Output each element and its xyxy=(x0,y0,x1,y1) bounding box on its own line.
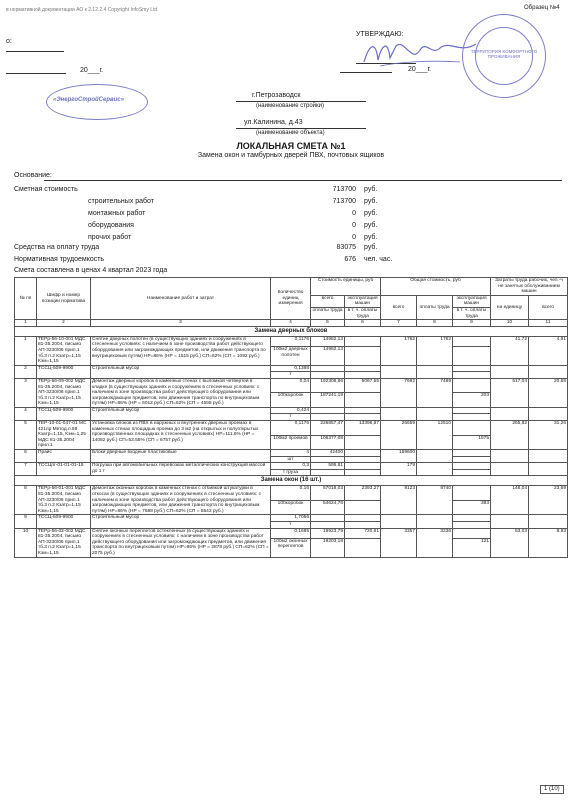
row-total-cost xyxy=(381,365,417,378)
row-total-wages: 12510 xyxy=(417,421,453,450)
row-qty: 0,1176 xyxy=(271,421,311,435)
row-number: 6 xyxy=(15,450,37,463)
row-code: ТЕРр-56-10-001 МДС 81-35.2004, письмо АП-3230/06 прил.1 тб.3 п.2 Кзатр=1,15 Кэм=1,15 xyxy=(37,336,91,365)
column-number-cell: 7 xyxy=(381,320,417,327)
column-number-cell: 6 xyxy=(345,320,381,327)
row-unit-cost: 595,81 xyxy=(311,463,345,470)
row-name: Строительный мусор xyxy=(91,365,271,378)
row-total-cost xyxy=(381,515,417,528)
header-unit-all: всего xyxy=(311,295,345,307)
row-qty: 0,04 xyxy=(271,378,311,392)
row-total-machines xyxy=(453,463,491,470)
row-unit: т xyxy=(271,414,311,421)
header-total-wages: оплаты труда xyxy=(417,295,453,319)
date-line-left xyxy=(6,73,66,74)
row-name: Блоки дверные входные пластиковые xyxy=(91,450,271,463)
row-unit-incl-wages xyxy=(345,500,381,514)
row-labor-per-unit: 148,04 xyxy=(491,486,529,515)
summary-unit-wages: руб. xyxy=(364,244,378,251)
row-unit-incl-wages xyxy=(345,456,381,463)
row-unit-wages: 54624,76 xyxy=(311,500,345,514)
header-unit-incl-wages: в т. ч. оплаты труда xyxy=(345,307,381,319)
row-unit-wages xyxy=(311,372,345,379)
row-unit-incl-wages xyxy=(345,393,381,407)
row-labor-total xyxy=(529,365,568,378)
row-total-wages: 1762 xyxy=(417,336,453,365)
row-labor-total xyxy=(529,450,568,463)
row-unit-incl-wages xyxy=(345,538,381,557)
row-labor-total: 31,26 xyxy=(529,421,568,450)
column-number-cell: 5 xyxy=(311,320,345,327)
row-number: 3 xyxy=(15,378,37,407)
row-qty: 4 xyxy=(271,450,311,457)
row-name: Демонтаж оконных коробок в каменных стенах с отбивкой штукатурки в откосах (в существующих зданиях и сооружениях в стесненных условиях: с наличием в зоне производства работ действующего оборудования или загромождающих предметов, или движения транспорта по внутрицеховым путям) НР=86% (НР = 7688 руб.) СП=62% (СП = 5543 руб.) xyxy=(91,486,271,515)
summary-label-labor: Нормативная трудоемкость xyxy=(14,256,105,263)
row-unit-incl-wages xyxy=(345,414,381,421)
row-name: Погрузка при автомобильных перевозках металлических конструкций массой до 1 т xyxy=(91,463,271,476)
header-unit-wages: оплаты труда xyxy=(311,307,345,319)
row-labor-total: 23,69 xyxy=(529,486,568,515)
summary-unit-estimated: руб. xyxy=(364,186,378,193)
column-number-cell: 1 xyxy=(15,320,37,327)
row-unit-incl-wages xyxy=(345,521,381,528)
row-labor-per-unit xyxy=(491,450,529,463)
row-number: 4 xyxy=(15,407,37,420)
row-unit-machines xyxy=(345,365,381,372)
table-header-row-1 xyxy=(15,278,568,296)
header-total-machines: эксплуатация машин xyxy=(453,295,491,307)
company-stamp-right xyxy=(462,14,546,98)
row-labor-total: 4,91 xyxy=(529,336,568,365)
row-total-incl-wages: 383 xyxy=(453,500,491,514)
signature-line-left xyxy=(6,51,64,52)
row-total-incl-wages xyxy=(453,456,491,463)
date-right: 20___г. xyxy=(408,66,432,73)
column-number-cell: 9 xyxy=(453,320,491,327)
row-number: 1 xyxy=(15,336,37,365)
estimate-subtitle: Замена окон и тамбурных дверей ПВХ, почтовых ящиков xyxy=(197,152,385,159)
row-labor-per-unit xyxy=(491,407,529,420)
summary-unit-construction: руб. xyxy=(364,198,378,205)
row-code: ТЕРр-56-02-002 МДС 81-35.2004, письмо АП-3230/06 прил.1 тб.3 п.2 Кзатр=1,15 Кэм=1,15 xyxy=(37,528,91,557)
row-qty: 0,16 xyxy=(271,486,311,500)
row-code: ТЕРр-56-09-002 МДС 81-35.2004, письмо АП-3230/06 прил.1 тб.3 п.2 Кзатр=1,15 Кэм=1,15 xyxy=(37,378,91,407)
row-number: 2 xyxy=(15,365,37,378)
row-unit-wages: 19203,18 xyxy=(311,538,345,557)
row-unit-cost xyxy=(311,365,345,372)
agreed-colon: о: xyxy=(6,38,12,45)
row-unit-machines xyxy=(345,336,381,346)
row-total-incl-wages xyxy=(453,372,491,379)
row-labor-per-unit: 41,72 xyxy=(491,336,529,365)
table-row xyxy=(15,515,568,522)
row-unit: 100м2 оконных переплетов xyxy=(271,538,311,557)
row-labor-total xyxy=(529,515,568,528)
section-title: Замена окон (16 шт.) xyxy=(15,476,568,486)
estimate-title: ЛОКАЛЬНАЯ СМЕТА №1 xyxy=(236,141,346,151)
row-code: ТССЦ-509-9900 xyxy=(37,515,91,528)
row-total-machines xyxy=(453,486,491,500)
row-unit-incl-wages xyxy=(345,469,381,476)
section-title: Замена дверных блоков xyxy=(15,326,568,336)
row-qty: 1,7056 xyxy=(271,515,311,522)
row-total-cost: 179 xyxy=(381,463,417,476)
row-number: 7 xyxy=(15,463,37,476)
row-labor-total: 20,68 xyxy=(529,378,568,407)
row-unit-wages xyxy=(311,456,345,463)
row-labor-total xyxy=(529,463,568,476)
summary-value-construction: 713700 xyxy=(332,198,356,205)
summary-label-equipment: оборудования xyxy=(88,222,134,229)
column-number-cell: 3 xyxy=(91,320,271,327)
header-unit-cost: Стоимость единицы, руб xyxy=(311,278,381,296)
row-unit-wages: 106377,08 xyxy=(311,435,345,449)
row-unit-cost: 42400 xyxy=(311,450,345,457)
row-unit-wages: 14982,13 xyxy=(311,346,345,365)
row-unit-cost: 19923,79 xyxy=(311,528,345,538)
row-unit: 100м2 дверных полотен xyxy=(271,346,311,365)
row-total-machines xyxy=(453,336,491,346)
column-number-cell: 10 xyxy=(491,320,529,327)
row-unit-machines xyxy=(345,515,381,522)
city-name: г.Петрозаводск xyxy=(252,92,301,99)
row-unit-cost: 192308,86 xyxy=(311,378,345,392)
row-unit: шт xyxy=(271,456,311,463)
row-unit-machines: 720,61 xyxy=(345,528,381,538)
row-total-wages xyxy=(417,450,453,463)
row-total-cost: 1762 xyxy=(381,336,417,365)
row-qty: 0,1176 xyxy=(271,336,311,346)
header-name: Наименование работ и затрат xyxy=(91,278,271,320)
summary-value-wages: 83075 xyxy=(336,244,356,251)
row-name: Демонтаж дверных коробок в каменных стенах с выломкой четвертей в кладке (в существующих зданиях и сооружениях в стесненных условиях: с наличием в зоне производства работ действующего оборудования или загромождающих предметов, или движения транспорта по внутрицеховым путям) НР=86% (НР = 6012 руб.) СП=62% (СП = 4595 руб.) xyxy=(91,378,271,407)
table-row xyxy=(15,450,568,457)
row-code: ТССЦпг-01-01-01-15 xyxy=(37,463,91,476)
header-code: Шифр и номер позиции норматива xyxy=(37,278,91,320)
table-row xyxy=(15,463,568,470)
header-labor: Затраты труда рабочих, чел.-ч не занятых обслуживанием машин xyxy=(491,278,568,296)
row-unit-cost: 226857,47 xyxy=(311,421,345,435)
row-number: 5 xyxy=(15,421,37,450)
row-unit-machines: 13396,87 xyxy=(345,421,381,435)
estimate-table xyxy=(14,277,568,558)
summary-unit-other: руб. xyxy=(364,234,378,241)
row-unit: т xyxy=(271,521,311,528)
row-total-wages: 3236 xyxy=(417,528,453,557)
row-total-machines xyxy=(453,407,491,414)
row-total-machines xyxy=(453,515,491,522)
row-total-machines xyxy=(453,365,491,372)
row-total-cost: 9123 xyxy=(381,486,417,515)
row-unit-machines: 5067,55 xyxy=(345,378,381,392)
row-number: 10 xyxy=(15,528,37,557)
header-num: № пп xyxy=(15,278,37,320)
row-labor-total xyxy=(529,407,568,420)
date-line-right xyxy=(340,72,392,73)
row-total-cost: 3357 xyxy=(381,528,417,557)
row-name: Строительный мусор xyxy=(91,407,271,420)
column-number-cell: 11 xyxy=(529,320,568,327)
row-unit-incl-wages xyxy=(345,372,381,379)
header-labor-total: всего xyxy=(529,295,568,319)
header-total-cost: Общая стоимость, руб xyxy=(381,278,491,296)
summary-label-wages: Средства на оплату труда xyxy=(14,244,100,251)
row-total-machines xyxy=(453,378,491,392)
row-total-incl-wages xyxy=(453,521,491,528)
row-qty: 0,1388 xyxy=(271,365,311,372)
row-number: 9 xyxy=(15,515,37,528)
row-name: Снятие оконных переплетов остекленных (в существующих зданиях и сооружениях в стесненных условиях: с наличием в зоне производства работ действующего оборудования или загромождающих предметов, или движения транспорта по внутрицеховым путям) НР=86% (НР = 2878 руб.) СП=62% (СП = 2075 руб.) xyxy=(92,528,269,556)
row-unit-incl-wages xyxy=(345,346,381,365)
row-total-wages: 7489 xyxy=(417,378,453,407)
column-number-cell: 2 xyxy=(37,320,91,327)
summary-label-other: прочих работ xyxy=(88,234,132,241)
address-line xyxy=(236,128,366,129)
company-stamp-left xyxy=(46,84,148,120)
row-labor-per-unit xyxy=(491,515,529,528)
basis-label: Основание: xyxy=(14,172,52,179)
table-row xyxy=(15,421,568,435)
row-qty: 0,3 xyxy=(271,463,311,470)
row-unit: 100коробок xyxy=(271,393,311,407)
row-total-wages: 8740 xyxy=(417,486,453,515)
summary-value-labor: 676 xyxy=(344,256,356,263)
table-column-numbers-row xyxy=(15,320,568,327)
row-total-wages xyxy=(417,463,453,476)
row-total-machines xyxy=(453,450,491,457)
summary-value-equipment: 0 xyxy=(352,222,356,229)
row-total-incl-wages: 121 xyxy=(453,538,491,557)
row-total-incl-wages: 203 xyxy=(453,393,491,407)
row-unit-machines: 2393,27 xyxy=(345,486,381,500)
row-labor-per-unit xyxy=(491,365,529,378)
row-unit-incl-wages xyxy=(345,435,381,449)
row-code: ТССЦ-509-9900 xyxy=(37,407,91,420)
row-total-machines xyxy=(453,528,491,538)
row-total-machines xyxy=(453,421,491,435)
row-unit-cost xyxy=(311,515,345,522)
row-code: ТЕР-10-01-047-01 МС 421пр Метод.п.58 Кзатр=1,15, Кэм=1,25 МДС 81-35.2004 прил.1 xyxy=(37,421,91,450)
row-unit-machines xyxy=(345,463,381,470)
row-unit-wages xyxy=(311,521,345,528)
summary-value-other: 0 xyxy=(352,234,356,241)
row-total-incl-wages xyxy=(453,414,491,421)
row-labor-total: 8,93 xyxy=(529,528,568,557)
row-name: Установка блоков из ПВХ в наружных и внутренних дверных проемах в каменных стенах площадью проема до 3 м2 (на открытых и полуоткрытых производственных площадках в стесненных условиях) НР=111,6% (НР = 14082 руб.) СП=53,55% (СП = 6757 руб.) xyxy=(91,421,271,450)
row-unit: 100коробок xyxy=(271,500,311,514)
row-labor-per-unit xyxy=(491,463,529,476)
section-title-row xyxy=(15,326,568,336)
summary-label-installation: монтажных работ xyxy=(88,210,146,217)
row-total-cost xyxy=(381,407,417,420)
summary-unit-labor: чел. час. xyxy=(364,256,393,263)
row-total-cost: 26659 xyxy=(381,421,417,450)
row-labor-per-unit: 517,04 xyxy=(491,378,529,407)
row-total-wages xyxy=(417,407,453,420)
summary-value-estimated: 713700 xyxy=(332,186,356,193)
row-total-incl-wages xyxy=(453,346,491,365)
city-caption: (наименование стройки) xyxy=(256,103,324,109)
row-code: ТССЦ-509-9900 xyxy=(37,365,91,378)
row-name: Снятие дверных полотен (в существующих зданиях и сооружениях в стесненных условиях: с наличием в зоне производства работ действующего оборудования или загромождающих предметов, или движения транспорта по внутрицеховым путям) НР=86% (НР = 1515 руб.) СП=62% (СП = 1092 руб.) xyxy=(91,336,271,365)
row-unit-wages xyxy=(311,414,345,421)
row-unit-cost xyxy=(311,407,345,414)
row-name: Строительный мусор xyxy=(91,515,271,528)
row-total-wages xyxy=(417,515,453,528)
header-qty: Количество единиц измерения xyxy=(271,278,311,320)
table-row xyxy=(15,486,568,500)
row-qty: 0,424 xyxy=(271,407,311,414)
row-unit-wages: 187241,19 xyxy=(311,393,345,407)
row-labor-per-unit: 53,03 xyxy=(491,528,529,557)
table-row xyxy=(15,365,568,372)
row-unit: 100м2 проемов xyxy=(271,435,311,449)
date-left: 20___г. xyxy=(80,67,104,74)
row-qty: 0,1685 xyxy=(271,528,311,538)
address-caption: (наименование объекта) xyxy=(256,130,325,136)
form-label: Образец №4 xyxy=(524,5,560,11)
summary-label-estimated: Сметная стоимость xyxy=(14,186,78,193)
table-row xyxy=(15,407,568,414)
row-unit-cost: 14982,13 xyxy=(311,336,345,346)
summary-unit-equipment: руб. xyxy=(364,222,378,229)
row-unit: т xyxy=(271,372,311,379)
summary-value-installation: 0 xyxy=(352,210,356,217)
row-unit: т груза xyxy=(271,469,311,476)
row-total-incl-wages: 1575 xyxy=(453,435,491,449)
price-level: Смета составлена в ценах 4 квартал 2023 года xyxy=(14,267,168,274)
table-row xyxy=(15,336,568,346)
row-unit-wages xyxy=(311,469,345,476)
stamp-right-text: ТЕРРИТОРИЯ КОМФОРТНОГО ПРОЖИВАНИЯ xyxy=(470,49,538,59)
row-total-wages xyxy=(417,365,453,378)
header-unit-machines: эксплуатация машин xyxy=(345,295,381,307)
row-unit-cost: 57018,03 xyxy=(311,486,345,500)
doc-source-line: в нормативной документации АО к 2.12.2.4 Copyright InfoSmy Ltd. xyxy=(6,7,159,13)
column-number-cell: 4 xyxy=(271,320,311,327)
stamp-left-text: «ЭнергоСтройСервис» xyxy=(53,97,124,103)
summary-unit-installation: руб. xyxy=(364,210,378,217)
row-code: Прайс xyxy=(37,450,91,463)
address: ул.Калинина, д.43 xyxy=(244,119,303,126)
table-row xyxy=(15,528,568,538)
city-line xyxy=(236,101,366,102)
row-labor-per-unit: 265,82 xyxy=(491,421,529,450)
column-number-cell: 8 xyxy=(417,320,453,327)
approved-label: УТВЕРЖДАЮ: xyxy=(356,31,404,38)
summary-label-construction: строительных работ xyxy=(88,198,155,205)
table-row xyxy=(15,378,568,392)
page-mark: 1 (10) xyxy=(540,785,564,794)
row-unit-machines xyxy=(345,407,381,414)
section-title-row xyxy=(15,476,568,486)
row-total-incl-wages xyxy=(453,469,491,476)
basis-line xyxy=(44,180,562,181)
row-number: 8 xyxy=(15,486,37,515)
header-per-unit: на единицу xyxy=(491,295,529,319)
header-total-all: всего xyxy=(381,295,417,319)
row-unit-machines xyxy=(345,450,381,457)
header-total-incl-wages: в т. ч. оплаты труда xyxy=(453,307,491,319)
row-code: ТЕРр-56-01-001 МДС 81-35.2004, письмо АП-3230/06 прил.1 тб.3 п.2 Кзатр=1,15 Кэм=1,15 xyxy=(37,486,91,515)
row-total-cost: 169600 xyxy=(381,450,417,463)
row-total-cost: 7692 xyxy=(381,378,417,407)
